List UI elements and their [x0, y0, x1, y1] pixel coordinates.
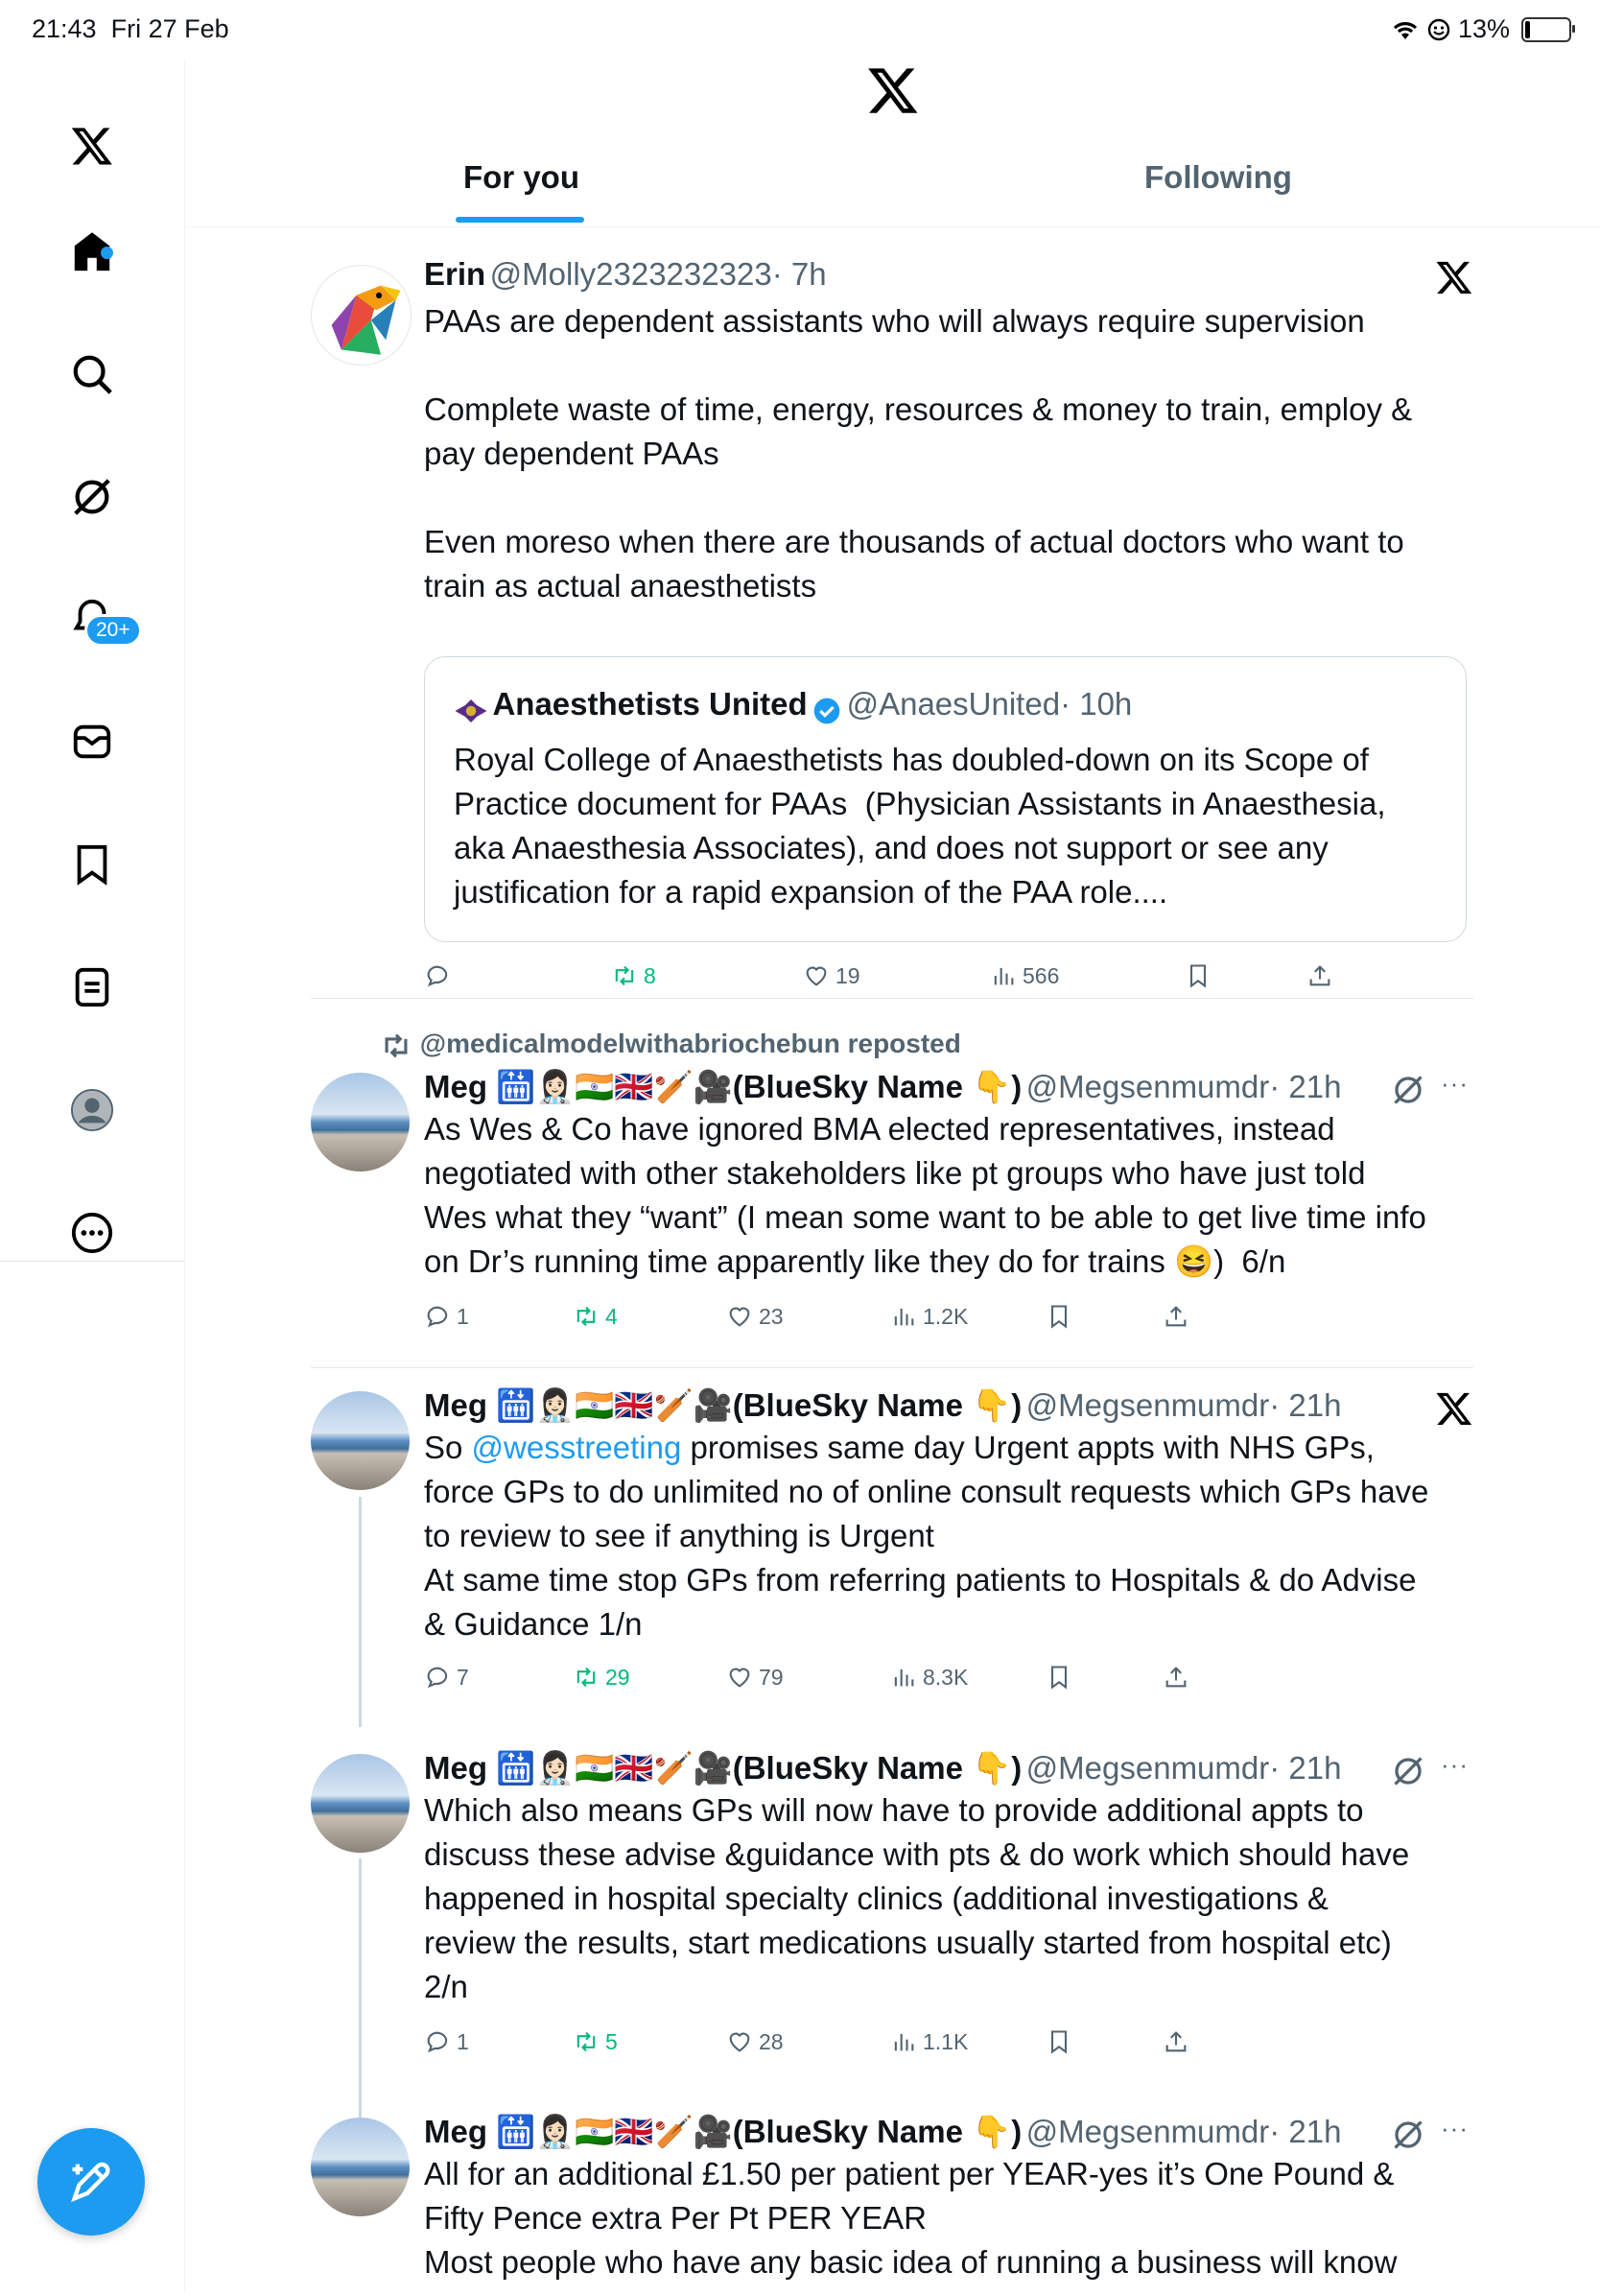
post-time[interactable]: · 21h [1269, 1750, 1342, 1786]
tab-for-you[interactable]: For you [463, 159, 579, 195]
bookmarks-icon[interactable] [59, 831, 126, 898]
post-header [424, 256, 827, 293]
bookmark-icon [1046, 1664, 1072, 1691]
views-button[interactable]: 1.2K [890, 1303, 968, 1330]
focus-smiley-icon [1427, 18, 1450, 41]
author-handle[interactable]: @Megsenmumdr [1025, 2114, 1270, 2149]
avatar[interactable] [311, 1391, 410, 1490]
bookmark-icon [1185, 962, 1212, 989]
bookmark-button[interactable] [1046, 2028, 1072, 2055]
timeline-header [185, 59, 1600, 227]
post-text: All for an additional £1.50 per patient per YEAR-yes it’s One Pound & Fifty Pence extra Per Pt PER YEAR Most people who have any basic idea of running a business will know [424, 2156, 1398, 2280]
bookmark-icon [1046, 1303, 1072, 1330]
share-icon [1306, 962, 1333, 989]
repost-button[interactable]: 4 [573, 1303, 618, 1330]
repost-icon [611, 962, 638, 989]
bookmark-button[interactable] [1046, 1303, 1072, 1330]
more-options-icon[interactable]: ··· [1441, 1069, 1469, 1098]
reply-icon [424, 1303, 451, 1330]
bookmark-button[interactable] [1185, 962, 1212, 989]
lists-icon[interactable] [59, 954, 126, 1021]
home-icon[interactable] [59, 218, 126, 285]
post-divider [311, 1367, 1473, 1368]
heart-icon [803, 962, 830, 989]
author-name[interactable]: Meg 🛗👩🏻‍⚕️🇮🇳🇬🇧🏏🎥(BlueSky Name 👇) [424, 1069, 1023, 1104]
bookmark-button[interactable] [1046, 1664, 1072, 1691]
reply-button[interactable]: 1 [424, 1303, 469, 1330]
grok-icon[interactable] [59, 463, 126, 531]
post-actions [424, 1664, 1470, 1702]
compose-post-button[interactable] [37, 2128, 145, 2236]
share-button[interactable] [1163, 1303, 1189, 1330]
reply-button[interactable] [424, 962, 457, 989]
grok-icon[interactable] [1391, 1073, 1425, 1107]
sidebar-nav [0, 59, 185, 2291]
notifications-badge: 20+ [84, 614, 142, 647]
reply-icon [424, 1664, 451, 1691]
author-name[interactable]: Meg 🛗👩🏻‍⚕️🇮🇳🇬🇧🏏🎥(BlueSky Name 👇) [424, 1387, 1023, 1423]
post-time[interactable]: · 21h [1269, 2114, 1342, 2149]
post-header [424, 1387, 1341, 1425]
tab-following[interactable]: Following [1144, 159, 1292, 195]
more-icon[interactable] [59, 1199, 126, 1266]
repost-icon [380, 1030, 412, 1062]
status-time: 21:43 Fri 27 Feb [32, 14, 229, 43]
post-actions [424, 962, 1470, 1001]
repost-button[interactable]: 29 [573, 1664, 630, 1691]
like-button[interactable]: 79 [726, 1664, 784, 1691]
repost-button[interactable]: 8 [611, 962, 656, 989]
views-chart-icon [990, 962, 1017, 989]
quoted-author-handle[interactable]: @AnaesUnited [846, 686, 1061, 722]
post-text: Which also means GPs will now have to provide additional appts to discuss these advise &guidance with pts & do work which should have happened in hospital specialty clinics (additional investigations & review the results, start medications usually started from hospital etc) 2/n [424, 1792, 1410, 2004]
x-logo-icon[interactable] [866, 63, 920, 117]
share-button[interactable] [1163, 2028, 1189, 2055]
repost-icon [573, 2028, 600, 2055]
share-icon [1163, 2028, 1189, 2055]
bookmark-icon [1046, 2028, 1072, 2055]
grok-icon[interactable] [1391, 2118, 1425, 2152]
post[interactable] [311, 1750, 1467, 2105]
repost-icon [573, 1664, 600, 1691]
like-button[interactable]: 19 [803, 962, 860, 989]
reply-button[interactable]: 7 [424, 1664, 469, 1691]
post-time[interactable]: · 21h [1269, 1387, 1342, 1423]
avatar[interactable] [311, 1754, 410, 1853]
views-button[interactable]: 8.3K [890, 1664, 968, 1691]
quoted-author-name[interactable]: Anaesthetists United [492, 686, 808, 722]
post-text: As Wes & Co have ignored BMA elected representatives, instead negotiated with other stakeholders like pt groups who have just told Wes what they “want” (I mean some want to be able to get live time info on Dr’s running time apparently like they do for trains 😆) 6/n [424, 1111, 1426, 1279]
share-button[interactable] [1163, 1664, 1189, 1691]
post-divider [311, 998, 1473, 999]
views-chart-icon [890, 1664, 917, 1691]
status-bar [0, 0, 1600, 59]
verified-badge-icon [812, 696, 842, 726]
mention-link[interactable]: @wesstreeting [471, 1430, 682, 1465]
author-name[interactable]: Meg 🛗👩🏻‍⚕️🇮🇳🇬🇧🏏🎥(BlueSky Name 👇) [424, 2114, 1023, 2149]
repost-indicator[interactable] [380, 1029, 961, 1062]
quoted-post[interactable] [424, 656, 1467, 942]
repost-button[interactable]: 5 [573, 2028, 618, 2055]
search-icon[interactable] [59, 341, 126, 408]
like-button[interactable]: 28 [726, 2028, 784, 2055]
wifi-icon [1391, 18, 1420, 41]
heart-icon [726, 1303, 753, 1330]
views-button[interactable]: 566 [990, 962, 1059, 989]
views-button[interactable]: 1.1K [890, 2028, 968, 2055]
quoted-post-text: Royal College of Anaesthetists has doubled-down on its Scope of Practice document for PAAs (Physician Assistants in Anaesthesia, aka Anaesthesia Associates), and does not support or see any justification for a rapid expansion of the PAA role.... [454, 742, 1386, 910]
author-handle[interactable]: @Megsenmumdr [1025, 1750, 1270, 1786]
battery-percentage: 13% [1457, 14, 1510, 43]
grok-icon[interactable] [1391, 1754, 1425, 1788]
post-time[interactable]: · 7h [771, 256, 827, 292]
battery-icon [1521, 17, 1571, 42]
share-button[interactable] [1306, 962, 1333, 989]
post[interactable] [311, 1069, 1467, 1366]
x-logo-icon[interactable] [1435, 1389, 1473, 1428]
more-options-icon[interactable]: ··· [1441, 2114, 1469, 2142]
author-name[interactable]: Meg 🛗👩🏻‍⚕️🇮🇳🇬🇧🏏🎥(BlueSky Name 👇) [424, 1750, 1023, 1786]
post-header [424, 2114, 1341, 2151]
avatar[interactable] [311, 2118, 410, 2216]
post-actions [424, 2028, 1470, 2067]
reply-button[interactable]: 1 [424, 2028, 469, 2055]
home-unread-dot [101, 247, 113, 259]
compose-feather-icon [66, 2157, 116, 2207]
like-button[interactable]: 23 [726, 1303, 784, 1330]
views-chart-icon [890, 2028, 917, 2055]
post-actions [424, 1303, 1470, 1341]
views-chart-icon [890, 1303, 917, 1330]
author-handle[interactable]: @Megsenmumdr [1025, 1387, 1270, 1423]
share-icon [1163, 1303, 1189, 1330]
profile-icon[interactable] [59, 1077, 126, 1144]
post-text: So @wesstreeting promises same day Urgent appts with NHS GPs, force GPs to do unlimited no of online consult requests which GPs have to review to see if anything is Urgent At same time stop GPs from referring patients to Hospitals & do Advise & Guidance 1/n [424, 1430, 1429, 1642]
post[interactable] [311, 1387, 1467, 1742]
share-icon [1163, 1664, 1189, 1691]
author-name[interactable]: Erin [424, 256, 486, 292]
x-logo-icon[interactable] [1435, 258, 1473, 296]
active-tab-indicator [456, 217, 584, 223]
reply-icon [424, 962, 451, 989]
reposted-by-label: @medicalmodelwithabriochebun reposted [419, 1029, 961, 1058]
author-handle[interactable]: @Molly2323232323 [489, 256, 772, 292]
post-header [424, 1069, 1341, 1106]
messages-icon[interactable] [59, 708, 126, 775]
quoted-post-header [454, 686, 1132, 726]
post-time[interactable]: · 21h [1269, 1069, 1342, 1104]
eagle-avatar-icon [312, 266, 411, 365]
author-handle[interactable]: @Megsenmumdr [1025, 1069, 1270, 1104]
heart-icon [726, 2028, 753, 2055]
post-text: PAAs are dependent assistants who will always require supervision Complete waste of time, energy, resources & money to train, employ & pay dependent PAAs Even moreso when there are thousands of actual doctors who want to train as actual anaesthetists [424, 303, 1413, 604]
repost-icon [573, 1303, 600, 1330]
post[interactable] [311, 256, 1467, 988]
reply-icon [424, 2028, 451, 2055]
quoted-post-time: · 10h [1060, 686, 1133, 722]
avatar[interactable] [311, 265, 412, 366]
avatar[interactable] [311, 1073, 410, 1172]
post-header [424, 1750, 1341, 1787]
more-options-icon[interactable]: ··· [1441, 1750, 1469, 1779]
x-logo-icon[interactable] [59, 112, 126, 179]
sidebar-divider [0, 1261, 184, 1262]
heart-icon [726, 1664, 753, 1691]
post[interactable] [311, 2114, 1467, 2296]
anaesthetists-logo-icon [454, 697, 488, 725]
